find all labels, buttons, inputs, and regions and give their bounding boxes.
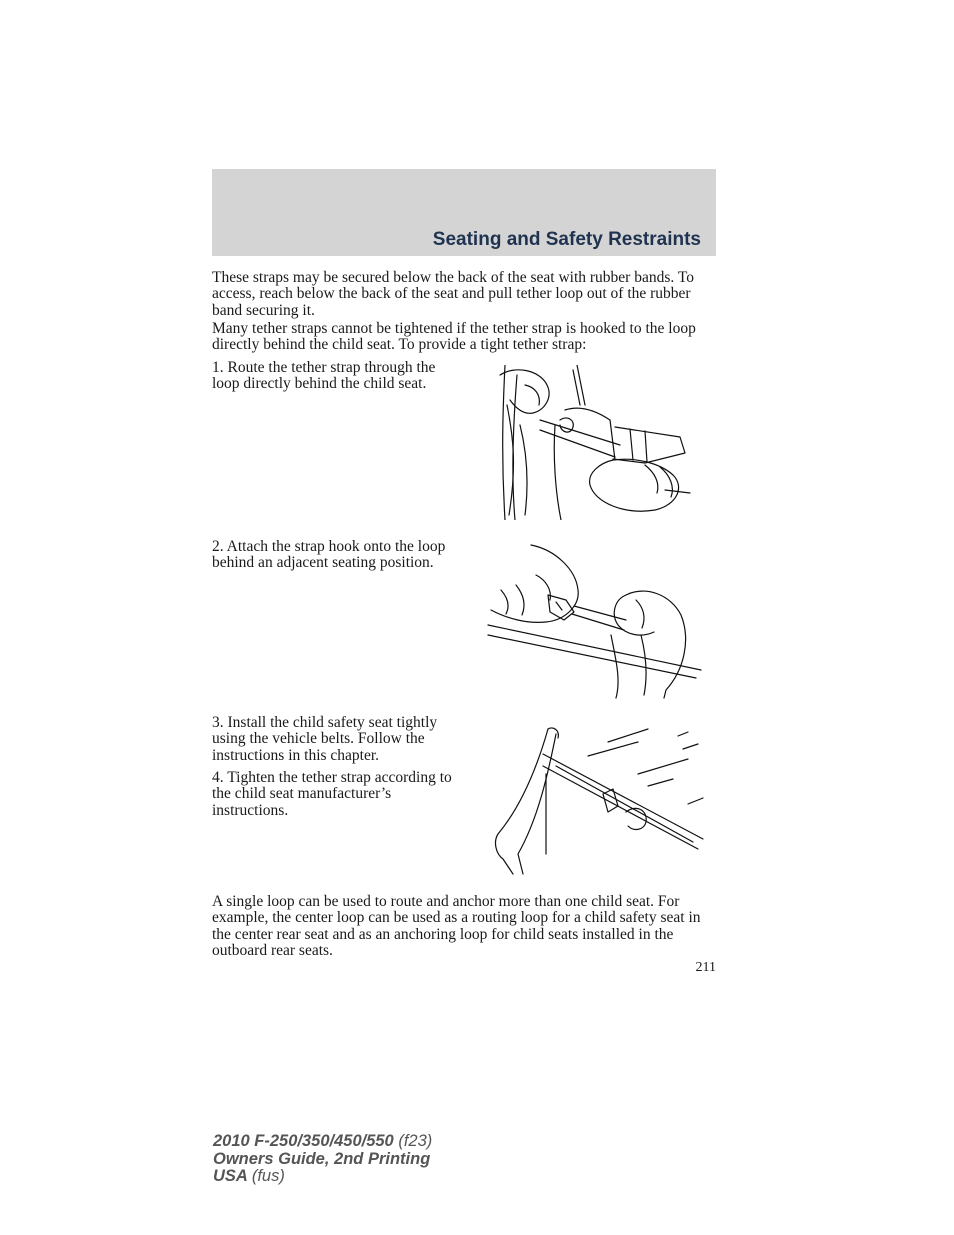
footer-market: USA: [213, 1167, 248, 1185]
step-1: 1. Route the tether strap through the loop directly behind the child seat.: [212, 359, 436, 393]
page-number: 211: [695, 960, 716, 975]
footer-model-code: (f23): [398, 1132, 433, 1150]
paragraph-rubber-bands: These straps may be secured below the back of the seat with rubber bands. To access, reach below the back of the seat and pull tether loop out of the rubber band securing it.: [212, 269, 694, 319]
tether-routing-illustration: [495, 365, 695, 520]
step-3: 3. Install the child safety seat tightly using the vehicle belts. Follow the instructions in this chapter.: [212, 714, 438, 764]
tether-tightening-illustration: [488, 724, 708, 879]
step-2: 2. Attach the strap hook onto the loop behind an adjacent seating position.: [212, 538, 446, 572]
document-footer: [213, 1133, 432, 1186]
paragraph-single-loop: A single loop can be used to route and anchor more than one child seat. For example, the center loop can be used as a routing loop for a child safety seat in the center rear seat and as an anchoring loop for child seats installed in the outboard rear seats.: [212, 893, 701, 959]
paragraph-tether-tightening: Many tether straps cannot be tightened if the tether strap is hooked to the loop directly behind the child seat. To provide a tight tether strap:: [212, 320, 696, 354]
step-4: 4. Tighten the tether strap according to the child seat manufacturer’s instructions.: [212, 769, 452, 819]
section-header-band: [212, 169, 716, 256]
section-title: Seating and Safety Restraints: [432, 229, 701, 250]
footer-model: 2010 F-250/350/450/550: [213, 1132, 394, 1150]
footer-line-2: Owners Guide, 2nd Printing: [213, 1149, 431, 1168]
footer-line-3: [213, 1168, 432, 1186]
tether-hook-illustration: [486, 540, 706, 700]
footer-market-code: (fus): [251, 1167, 285, 1185]
footer-line-1: [213, 1133, 432, 1151]
